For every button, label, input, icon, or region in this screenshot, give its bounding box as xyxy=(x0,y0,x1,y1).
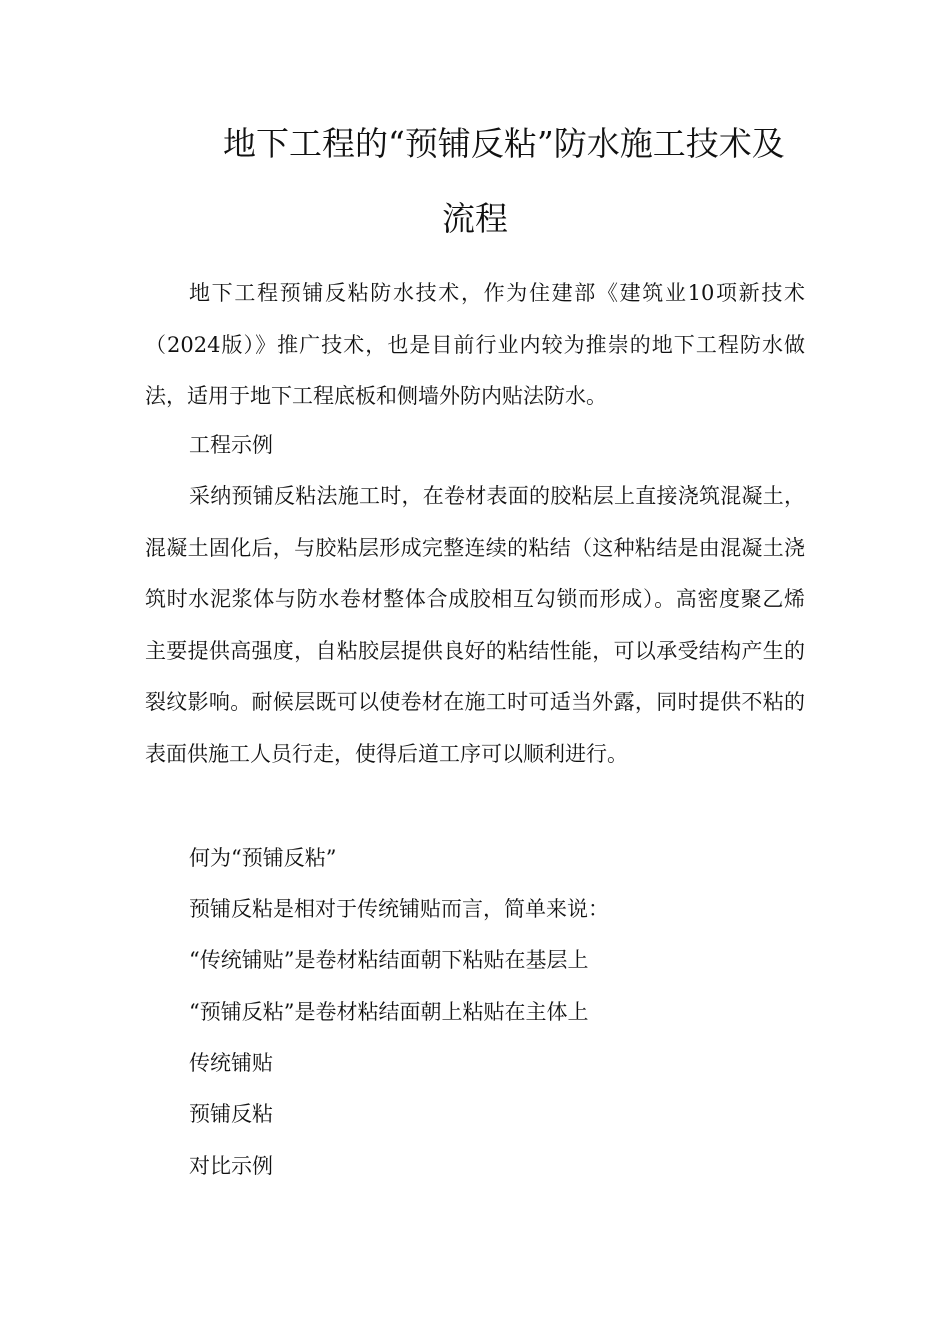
body-paragraph: 采纳预铺反粘法施工时，在卷材表面的胶粘层上直接浇筑混凝土，混凝土固化后，与胶粘层形成完整连续的粘结（这种粘结是由混凝土浇筑时水泥浆体与防水卷材整体合成胶相互勾锁而形成）。高密度聚乙烯主要提供高强度，自粘胶层提供良好的粘结性能，可以承受结构产生的裂纹影响。耐候层既可以使卷材在施工时可适当外露，同时提供不粘的表面供施工人员行走，使得后道工序可以顺利进行。 xyxy=(145,484,805,766)
heading-engineering-example: 工程示例 xyxy=(189,433,273,457)
label-traditional: 传统铺贴 xyxy=(189,1051,273,1075)
title-line-2: 流程 xyxy=(442,199,508,238)
prelaid-description: “预铺反粘”是卷材粘结面朝上粘贴在主体上 xyxy=(189,1000,589,1024)
intro-paragraph: 地下工程预铺反粘防水技术，作为住建部《建筑业10项新技术（2024版）》推广技术，也是目前行业内较为推崇的地下工程防水做法，适用于地下工程底板和侧墙外防内贴法防水。 xyxy=(145,281,805,408)
label-comparison-example: 对比示例 xyxy=(189,1154,273,1178)
traditional-description: “传统铺贴”是卷材粘结面朝下粘贴在基层上 xyxy=(189,948,589,972)
title-line-1: 地下工程的“预铺反粘”防水施工技术及 xyxy=(223,124,785,163)
label-prelaid: 预铺反粘 xyxy=(189,1102,273,1126)
definition-intro: 预铺反粘是相对于传统铺贴而言，简单来说： xyxy=(189,897,609,921)
heading-what-is-prelaid: 何为“预铺反粘” xyxy=(189,846,337,870)
